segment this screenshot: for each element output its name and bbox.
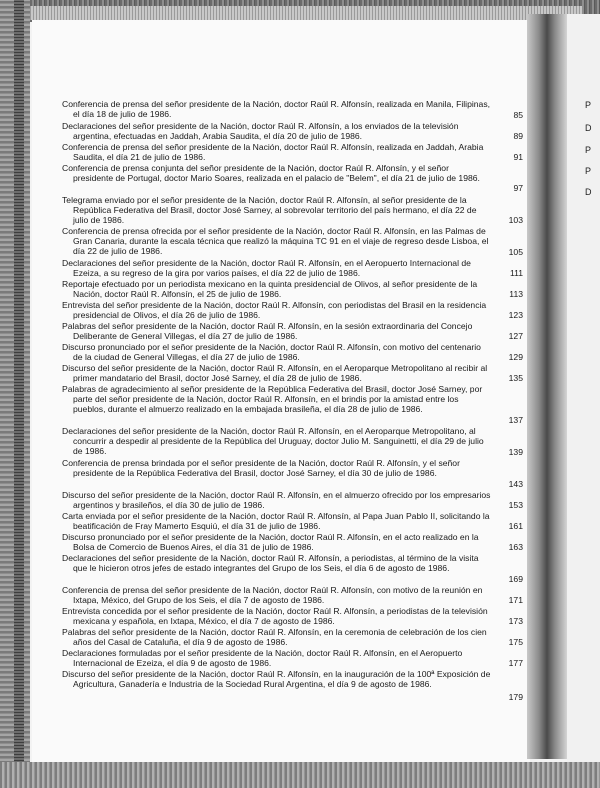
scan-left-edge bbox=[0, 0, 30, 788]
toc-entry-page: 175 bbox=[508, 637, 523, 647]
toc-entry-text: Declaraciones del señor presidente de la Nación, doctor Raúl R. Alfonsín, en el Aeropuerto Internacional de Ezeiza, a su regreso de la gira por varios países, el día 22 de julio de 1986. bbox=[62, 258, 471, 279]
facing-page-letter: P bbox=[585, 166, 592, 176]
toc-entry-page: 177 bbox=[508, 658, 523, 668]
toc-entry-page: 123 bbox=[508, 310, 523, 320]
toc-entry-text: Discurso pronunciado por el señor presidente de la Nación, doctor Raúl R. Alfonsín, en el acto realizado en la Bolsa de Comercio de Buenos Aires, el día 31 de julio de 1986. bbox=[62, 532, 479, 553]
toc-entry-text: Declaraciones del señor presidente de la Nación, doctor Raúl R. Alfonsín, en el Aeroparque Metropolitano, al concurrir a despedir al presidente de la República del Uruguay, doctor Julio M. Sanguinetti, el día 29 de julio de 1986. bbox=[62, 426, 484, 457]
scan-bottom-edge bbox=[0, 762, 600, 788]
toc-entry-page: 91 bbox=[513, 152, 523, 162]
toc-entry-page: 139 bbox=[508, 447, 523, 457]
toc-entry-text: Conferencia de prensa del señor presidente de la Nación, doctor Raúl R. Alfonsín, realizada en Jaddah, Arabia Saudita, el día 21 de julio de 1986. bbox=[62, 142, 484, 163]
toc-entry-page: 89 bbox=[513, 131, 523, 141]
book-gutter bbox=[527, 14, 567, 759]
toc-entry-text: Conferencia de prensa del señor presidente de la Nación, doctor Raúl R. Alfonsín, realizada en Manila, Filipinas, el día 18 de julio de 1986. bbox=[62, 99, 491, 120]
toc-entry-page: 85 bbox=[513, 110, 523, 120]
toc-entry-text: Discurso del señor presidente de la Nación, doctor Raúl R. Alfonsín, en la inauguración de la 100ª Exposición de Agricultura, Ganadería e Industria de la Sociedad Rural Argentina, el día 9 de agosto de 1986. bbox=[62, 669, 491, 690]
facing-page-letter: P bbox=[585, 100, 592, 110]
toc-entry-page: 169 bbox=[508, 574, 523, 584]
facing-page-letter: D bbox=[585, 187, 592, 197]
toc-entry-page: 111 bbox=[509, 268, 523, 278]
facing-page-edge bbox=[567, 14, 600, 762]
toc-entry-page: 179 bbox=[508, 692, 523, 702]
facing-page-letter: D bbox=[585, 123, 592, 133]
toc-entry-text: Reportaje efectuado por un periodista mexicano en la quinta presidencial de Olivos, al señor presidente de la Nación, doctor Raúl R. Alfonsín, el 25 de julio de 1986. bbox=[62, 279, 478, 300]
toc-entry-text: Discurso pronunciado por el señor presidente de la Nación, doctor Raúl R. Alfonsín, con motivo del centenario de la ciudad de General Villegas, el día 27 de julio de 1986. bbox=[62, 342, 481, 363]
toc-entry-page: 161 bbox=[508, 521, 523, 531]
toc-entry-text: Conferencia de prensa brindada por el señor presidente de la Nación, doctor Raúl R. Alfonsín, y el señor presidente de la República Federativa del Brasil, doctor José Sarney, el día 30 de julio de 1986. bbox=[62, 458, 460, 479]
toc-entry-text: Declaraciones del señor presidente de la Nación, doctor Raúl R. Alfonsín, a periodistas, al término de la visita que le hicieron otros jefes de estado integrantes del Grupo de los Seis, el día 6 de agosto de 1986. bbox=[62, 553, 479, 574]
toc-entry-page: 113 bbox=[509, 289, 523, 299]
facing-page-letter: P bbox=[585, 145, 592, 155]
toc-entry-text: Declaraciones formuladas por el señor presidente de la Nación, doctor Raúl R. Alfonsín, en el Aeropuerto Internacional de Ezeiza, el día 9 de agosto de 1986. bbox=[62, 648, 463, 669]
toc-entry-page: 105 bbox=[508, 247, 523, 257]
toc-entry-text: Entrevista concedida por el señor presidente de la Nación, doctor Raúl R. Alfonsín, a periodistas de la televisión mexicana y española, en Ixtapa, México, el día 7 de agosto de 1986. bbox=[62, 606, 488, 627]
toc-entry-text: Declaraciones del señor presidente de la Nación, doctor Raúl R. Alfonsín, a los enviados de la televisión argentina, efectuadas en Jaddah, Arabia Saudita, el día 20 de julio de 1986. bbox=[62, 121, 459, 142]
toc-entry-text: Palabras de agradecimiento al señor presidente de la República Federativa del Brasil, doctor José Sarney, por parte del señor presidente de la Nación, doctor Raúl R. Alfonsín, en el brindis por la amistad entre los pueblos, durante el almuerzo realizado en la embajada brasileña, el día 28 de julio de 1986. bbox=[62, 384, 483, 415]
toc-entry-page: 171 bbox=[508, 595, 523, 605]
toc-entry-text: Discurso del señor presidente de la Nación, doctor Raúl R. Alfonsín, en el almuerzo ofrecido por los empresarios argentinos y brasileños, el día 30 de julio de 1986. bbox=[62, 490, 491, 511]
toc-entry-text: Conferencia de prensa conjunta del señor presidente de la Nación, doctor Raúl R. Alfonsín, y el señor presidente de Portugal, doctor Mario Soares, realizada en el palacio de "Belem", el día 21 de julio de 1986. bbox=[62, 163, 480, 184]
toc-entry-page: 127 bbox=[508, 331, 523, 341]
toc-entry-text: Conferencia de prensa ofrecida por el señor presidente de la Nación, doctor Raúl R. Alfonsín, en las Palmas de Gran Canaria, durante la escala técnica que realizó la máquina TC 91 en el viaje de regreso desde Lisboa, el día 22 de julio de 1986. bbox=[62, 226, 489, 257]
toc-entry-page: 103 bbox=[508, 215, 523, 225]
toc-entry-text: Telegrama enviado por el señor presidente de la Nación, doctor Raúl R. Alfonsín, al señor presidente de la República Federativa del Brasil, doctor José Sarney, al sobrevolar territorio del país hermano, el día 22 de julio de 1986. bbox=[62, 195, 477, 226]
toc-entry-page: 135 bbox=[508, 373, 523, 383]
toc-entry-text: Entrevista del señor presidente de la Nación, doctor Raúl R. Alfonsín, con periodistas del Brasil en la residencia presidencial de Olivos, el día 26 de julio de 1986. bbox=[62, 300, 487, 321]
scan-top-edge bbox=[0, 0, 600, 22]
toc-entry-text: Palabras del señor presidente de la Nación, doctor Raúl R. Alfonsín, en la ceremonia de celebración de los cien años del Casal de Cataluña, el día 9 de agosto de 1986. bbox=[62, 627, 487, 648]
toc-entry-text: Discurso del señor presidente de la Nación, doctor Raúl R. Alfonsín, en el Aeroparque Metropolitano al recibir al primer mandatario del Brasil, doctor José Sarney, el día 28 de julio de 1986. bbox=[62, 363, 488, 384]
toc-entry-page: 163 bbox=[508, 542, 523, 552]
toc-entry-text: Carta enviada por el señor presidente de la Nación, doctor Raúl R. Alfonsín, al Papa Juan Pablo II, solicitando la beatificación de Fray Mamerto Esquiú, el día 31 de julio de 1986. bbox=[62, 511, 490, 532]
toc-entry-page: 97 bbox=[513, 183, 523, 193]
toc-entry-text: Conferencia de prensa del señor presidente de la Nación, doctor Raúl R. Alfonsín, con motivo de la reunión en Ixtapa, México, del Grupo de los Seis, el día 7 de agosto de 1986. bbox=[62, 585, 483, 606]
toc-entry-page: 137 bbox=[508, 415, 523, 425]
toc-entry-page: 153 bbox=[508, 500, 523, 510]
toc-entry-page: 129 bbox=[508, 352, 523, 362]
toc-entry-text: Palabras del señor presidente de la Nación, doctor Raúl R. Alfonsín, en la sesión extraordinaria del Concejo Deliberante de General Villegas, el día 27 de julio de 1986. bbox=[62, 321, 473, 342]
toc-entry-page: 173 bbox=[508, 616, 523, 626]
toc-entry-page: 143 bbox=[508, 479, 523, 489]
